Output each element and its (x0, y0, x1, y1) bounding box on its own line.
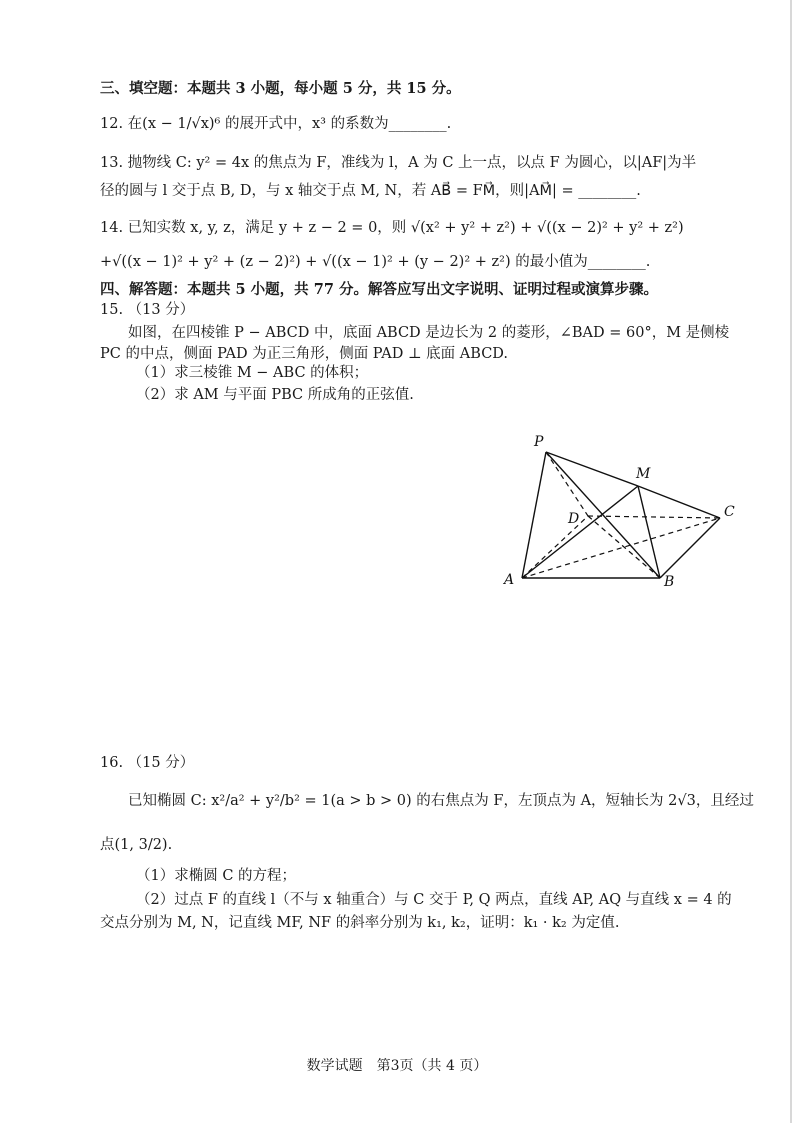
question-15-part1: （1）求三棱锥 M − ABC 的体积； (136, 365, 369, 381)
question-14-line2: +√((x − 1)² + y² + (z − 2)²) + √((x − 1)² + (y − 2)² + z²) 的最小值为________. (100, 254, 651, 270)
edge-MB (638, 486, 660, 578)
section3-heading: 三、填空题：本题共 3 小题，每小题 5 分，共 15 分。 (100, 80, 461, 97)
edge-DB (588, 516, 660, 578)
section4-heading: 四、解答题：本题共 5 小题，共 77 分。解答应写出文字说明、证明过程或演算步骤。 (100, 281, 658, 298)
question-16-line2: 点(1, 3/2). (100, 837, 173, 853)
page-footer: 数学试题 第3页（共 4 页） (306, 1058, 488, 1074)
question-14-line1: 14. 已知实数 x, y, z，满足 y + z − 2 = 0，则 √(x² + y² + z²) + √((x − 2)² + y² + z²) (100, 220, 684, 236)
question-16-part2a: （2）过点 F 的直线 l（不与 x 轴重合）与 C 交于 P, Q 两点，直线 AP, AQ 与直线 x = 4 的 (136, 892, 732, 908)
question-16-part2b: 交点分别为 M, N，记直线 MF, NF 的斜率分别为 k₁, k₂，证明：k₁ · k₂ 为定值. (100, 915, 620, 931)
label-M: M (636, 466, 651, 482)
question-13-line1: 13. 抛物线 C: y² = 4x 的焦点为 F，准线为 l，A 为 C 上一点，以点 F 为圆心，以|AF|为半 (100, 155, 697, 171)
edge-MC (638, 486, 720, 518)
question-16-part1: （1）求椭圆 C 的方程； (136, 868, 297, 884)
label-A: A (504, 572, 515, 588)
pyramid-figure (498, 430, 748, 600)
question-15-header: 15. （13 分） (100, 302, 195, 318)
edge-PM (546, 452, 638, 486)
edge-PD (546, 452, 588, 516)
question-15-part2: （2）求 AM 与平面 PBC 所成角的正弦值. (136, 387, 414, 403)
question-16-line1: 已知椭圆 C: x²/a² + y²/b² = 1(a > b > 0) 的右焦点为 F，左顶点为 A，短轴长为 2√3，且经过 (128, 793, 754, 809)
scan-edge (790, 0, 792, 1123)
question-13-line2: 径的圆与 l 交于点 B, D，与 x 轴交于点 M, N，若 AB⃗ = FM⃗，则|AM⃗| = ________. (100, 183, 641, 199)
label-B: B (664, 574, 675, 590)
question-15-line1: 如图，在四棱锥 P − ABCD 中，底面 ABCD 是边长为 2 的菱形，∠BAD = 60°，M 是侧棱 (128, 325, 730, 341)
edge-AM (522, 486, 638, 578)
edge-DC (588, 516, 720, 518)
pyramid-diagram (498, 430, 748, 600)
question-12: 12. 在(x − 1/√x)⁶ 的展开式中，x³ 的系数为________. (100, 116, 452, 132)
label-C: C (724, 504, 735, 520)
question-15-line2: PC 的中点，侧面 PAD 为正三角形，侧面 PAD ⊥ 底面 ABCD. (100, 346, 509, 362)
label-D: D (568, 511, 580, 527)
question-16-header: 16. （15 分） (100, 755, 195, 771)
label-P: P (534, 434, 544, 450)
